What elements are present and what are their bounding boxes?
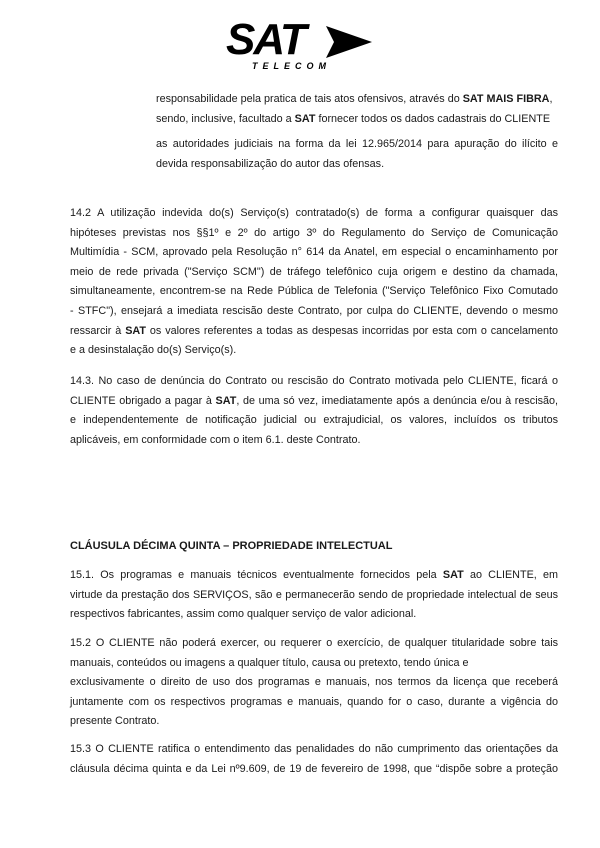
clause-14-2-line: e a desinstalação do(s) Serviço(s). xyxy=(70,344,237,357)
clause-15-2-line: 15.2 O CLIENTE não poderá exercer, ou requerer o exercício, de qualquer titularidade sobre tais xyxy=(70,637,558,649)
clause-14-2-line: Multimídia - SCM, aprovado pela Resolução n° 614 da Anatel, em especial o encaminhamento por xyxy=(70,246,558,259)
clause-14-3-line: 14.3. No caso de denúncia do Contrato ou rescisão do Contrato motivada pelo CLIENTE, ficará o xyxy=(70,375,558,387)
clause-15-2 xyxy=(70,634,558,732)
clause-14-2-line: 14.2 A utilização indevida do(s) Serviço(s) contratado(s) de forma a configurar quaisquer das xyxy=(70,207,558,219)
section-heading: CLÁUSULA DÉCIMA QUINTA – PROPRIEDADE INTELECTUAL xyxy=(70,540,393,552)
intro-line-1: responsabilidade pela pratica de tais atos ofensivos, através do SAT MAIS FIBRA, xyxy=(156,93,553,105)
clause-14-2 xyxy=(70,204,558,361)
clause-15-3-line: cláusula décima quinta e da Lei nº9.609, de 19 de fevereiro de 1998, que “dispõe sobre a proteção xyxy=(70,762,558,775)
clause-14-3-line: e independentemente de notificação judicial ou extrajudicial, os valores, incluídos os tributos xyxy=(70,414,558,427)
logo-sub-text: TELECOM xyxy=(252,61,331,71)
clause-15-1 xyxy=(70,566,558,625)
clause-14-3 xyxy=(70,372,558,450)
sat-telecom-logo xyxy=(222,12,382,72)
clause-14-2-line: simultaneamente, encontrem-se na Rede Pública de Telefonia ("Serviço Telefônico Fixo Comutado xyxy=(70,285,558,298)
clause-15-2-line: juntamente com os respectivos programas e manuais, quando for o caso, durante a vigência do xyxy=(70,695,558,708)
intro-line-3: as autoridades judiciais na forma da lei 12.965/2014 para apuração do ilícito e xyxy=(156,138,558,151)
intro-line-4: devida responsabilização do autor das ofensas. xyxy=(156,157,385,170)
clause-14-3-line: aplicáveis, em conformidade com o item 6.1. deste Contrato. xyxy=(70,433,361,446)
clause-15-3 xyxy=(70,740,558,779)
clause-15-2-line: exclusivamente o direito de uso dos programas e manuais, nos termos da licença que receberá xyxy=(70,676,558,689)
logo-brand-text: SAT xyxy=(226,15,305,64)
clause-15-1-line: virtude da prestação dos SERVIÇOS, são e permanecerão sendo de propriedade intelectual de seus xyxy=(70,588,558,601)
clause-15-1-line: respectivos fabricantes, assim como qualquer serviço de valor adicional. xyxy=(70,608,417,621)
clause-14-2-line: hipóteses previstas nos §§1º e 2º do artigo 3º do Regulamento do Serviço de Comunicação xyxy=(70,226,558,239)
clause-14-3-line: CLIENTE obrigado a pagar à SAT, de uma só vez, imediatamente após a denúncia e/ou à rescisão, xyxy=(70,394,558,407)
clause-15-2-line: presente Contrato. xyxy=(70,715,160,728)
logo-graphic xyxy=(222,12,382,72)
clause-15-3-line: 15.3 O CLIENTE ratifica o entendimento das penalidades do não cumprimento das orientações da xyxy=(70,743,558,755)
clause-14-2-line: meio de rede privada ("Serviço SCM") de tráfego telefônico cuja origem e destino da chamada, xyxy=(70,265,558,278)
intro-line-2: sendo, inclusive, facultado a SAT fornecer todos os dados cadastrais do CLIENTE xyxy=(156,112,551,125)
clause-15-2-line: manuais, conteúdos ou imagens a qualquer título, causa ou pretexto, tendo única e xyxy=(70,656,469,669)
intro-paragraph xyxy=(156,90,558,174)
clause-14-2-line: ressarcir à SAT os valores referentes a todas as despesas incorridas por esta com o cancelamento xyxy=(70,324,558,337)
logo-arrow-icon xyxy=(326,26,372,58)
clause-14-2-line: - STFC"), ensejará a imediata rescisão deste Contrato, por culpa do CLIENTE, devendo o mesmo xyxy=(70,304,558,317)
clause-15-1-line: 15.1. Os programas e manuais técnicos eventualmente fornecidos pela SAT ao CLIENTE, em xyxy=(70,569,558,581)
